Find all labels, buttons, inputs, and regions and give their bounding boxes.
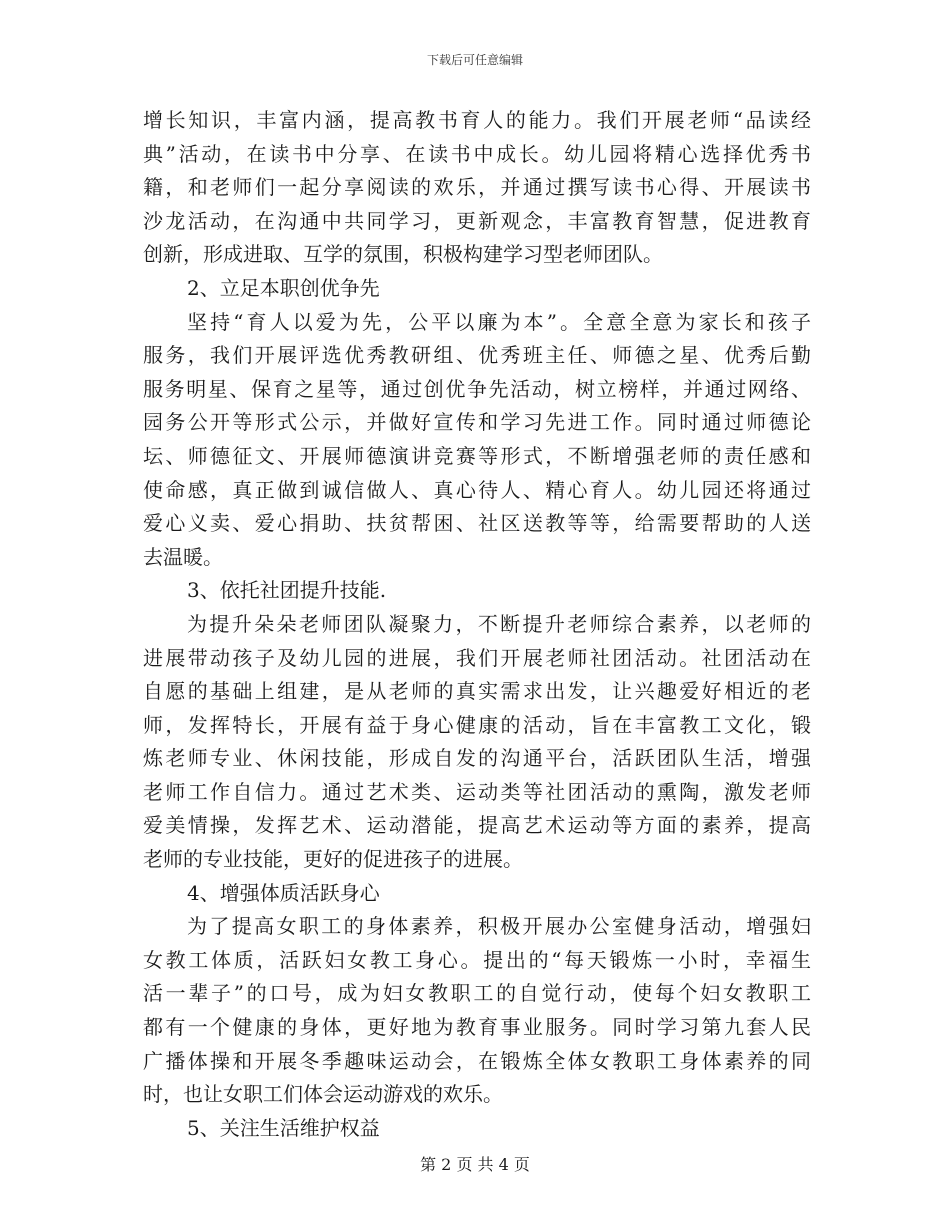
body-line: 进展带动孩子及幼儿园的进展，我们开展老师社团活动。社团活动在 <box>143 645 811 670</box>
body-line: 时，也让女职工们体会运动游戏的欢乐。 <box>143 1082 503 1107</box>
body-line: 典”活动，在读书中分享、在读书中成长。幼儿园将精心选择优秀书 <box>143 141 811 166</box>
body-line: 活一辈子”的口号，成为妇女教职工的自觉行动，使每个妇女教职工 <box>143 981 811 1006</box>
body-line: 老师的专业技能，更好的促进孩子的进展。 <box>143 847 523 872</box>
body-line: 女教工体质，活跃妇女教工身心。提出的“每天锻炼一小时，幸福生 <box>143 947 811 972</box>
section-heading: 3、依托社团提升技能. <box>187 578 387 603</box>
section-heading: 2、立足本职创优争先 <box>187 275 380 300</box>
page-header: 下载后可任意编辑 <box>426 53 523 67</box>
body-line: 为提升朵朵老师团队凝聚力，不断提升老师综合素养，以老师的 <box>187 611 811 636</box>
body-line: 老师工作自信力。通过艺术类、运动类等社团活动的熏陶，激发老师 <box>143 779 811 804</box>
body-line: 坛、师德征文、开展师德演讲竞赛等形式，不断增强老师的责任感和 <box>143 443 811 468</box>
document-body <box>143 104 811 1145</box>
body-line: 师，发挥特长，开展有益于身心健康的活动，旨在丰富教工文化，锻 <box>143 712 811 737</box>
body-line: 自愿的基础上组建，是从老师的真实需求出发，让兴趣爱好相近的老 <box>143 679 811 704</box>
body-line: 园务公开等形式公示，并做好宣传和学习先进工作。同时通过师德论 <box>143 410 811 435</box>
body-line: 广播体操和开展冬季趣味运动会，在锻炼全体女教职工身体素养的同 <box>143 1048 811 1073</box>
body-line: 增长知识，丰富内涵，提高教书育人的能力。我们开展老师“品读经 <box>143 108 811 132</box>
page-number: 第 2 页 共 4 页 <box>420 1155 530 1174</box>
section-heading: 5、关注生活维护权益 <box>187 1115 380 1140</box>
body-line: 沙龙活动，在沟通中共同学习，更新观念，丰富教育智慧，促进教育 <box>143 208 811 233</box>
body-line: 都有一个健康的身体，更好地为教育事业服务。同时学习第九套人民 <box>143 1015 811 1040</box>
body-line: 籍，和老师们一起分享阅读的欢乐，并通过撰写读书心得、开展读书 <box>143 175 811 200</box>
body-line: 爱美情操，发挥艺术、运动潜能，提高艺术运动等方面的素养，提高 <box>143 813 811 838</box>
body-line: 使命感，真正做到诚信做人、真心待人、精心育人。幼儿园还将通过 <box>143 477 811 502</box>
body-line: 服务明星、保育之星等，通过创优争先活动，树立榜样，并通过网络、 <box>143 376 811 401</box>
body-line: 创新，形成进取、互学的氛围，积极构建学习型老师团队。 <box>143 242 663 267</box>
section-heading: 4、增强体质活跃身心 <box>187 880 380 905</box>
body-line: 炼老师专业、休闲技能，形成自发的沟通平台，活跃团队生活，增强 <box>143 746 811 771</box>
body-line: 为了提高女职工的身体素养，积极开展办公室健身活动，增强妇 <box>187 914 811 939</box>
body-line: 坚持“育人以爱为先，公平以廉为本”。全意全意为家长和孩子 <box>187 309 811 334</box>
body-line: 服务，我们开展评选优秀教研组、优秀班主任、师德之星、优秀后勤 <box>143 343 811 368</box>
body-line: 爱心义卖、爱心捐助、扶贫帮困、社区送教等等，给需要帮助的人送 <box>143 511 811 536</box>
body-line: 去温暖。 <box>143 544 223 569</box>
